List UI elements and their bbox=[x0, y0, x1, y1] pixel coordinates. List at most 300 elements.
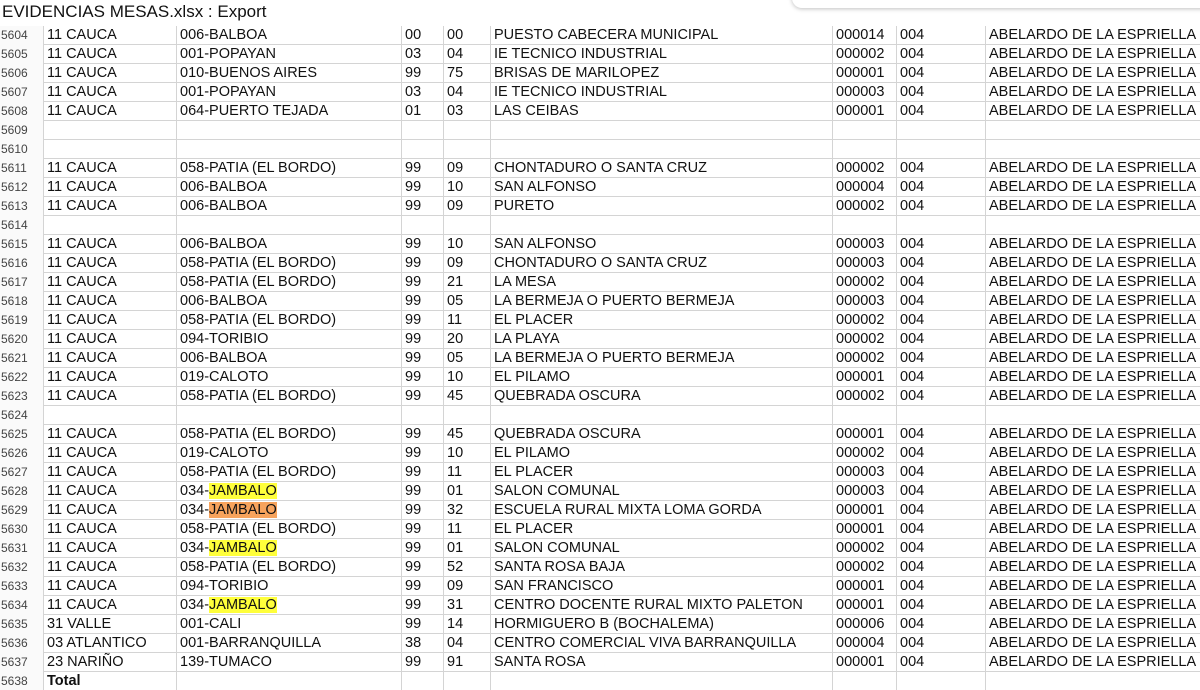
polling-place-cell[interactable]: LA PLAYA bbox=[490, 330, 832, 349]
puesto-cell[interactable]: 45 bbox=[443, 387, 490, 406]
code-cell[interactable]: 004 bbox=[896, 83, 985, 102]
dept-cell[interactable]: 11 CAUCA bbox=[43, 330, 176, 349]
municipality-cell[interactable] bbox=[176, 520, 401, 539]
polling-place-cell[interactable]: PURETO bbox=[490, 197, 832, 216]
polling-place-cell[interactable] bbox=[490, 672, 832, 690]
zone-cell[interactable]: 99 bbox=[401, 330, 443, 349]
dept-cell[interactable]: 11 CAUCA bbox=[43, 368, 176, 387]
municipality-cell[interactable] bbox=[176, 501, 401, 520]
puesto-cell[interactable]: 09 bbox=[443, 197, 490, 216]
row-number[interactable]: 5635 bbox=[0, 615, 43, 634]
candidate-cell[interactable]: ABELARDO DE LA ESPRIELLA bbox=[985, 501, 1200, 520]
dept-cell[interactable]: 11 CAUCA bbox=[43, 273, 176, 292]
municipality-cell[interactable] bbox=[176, 83, 401, 102]
candidate-cell[interactable]: ABELARDO DE LA ESPRIELLA bbox=[985, 634, 1200, 653]
dept-cell[interactable]: 11 CAUCA bbox=[43, 349, 176, 368]
puesto-cell[interactable]: 10 bbox=[443, 178, 490, 197]
zone-cell[interactable]: 99 bbox=[401, 273, 443, 292]
table-row[interactable] bbox=[0, 558, 1200, 577]
candidate-cell[interactable]: ABELARDO DE LA ESPRIELLA bbox=[985, 463, 1200, 482]
table-row[interactable] bbox=[0, 672, 1200, 690]
candidate-cell[interactable]: ABELARDO DE LA ESPRIELLA bbox=[985, 235, 1200, 254]
code-cell[interactable] bbox=[896, 672, 985, 690]
candidate-cell[interactable]: ABELARDO DE LA ESPRIELLA bbox=[985, 273, 1200, 292]
polling-place-cell[interactable]: IE TECNICO INDUSTRIAL bbox=[490, 45, 832, 64]
mesa-cell[interactable]: 000003 bbox=[832, 235, 896, 254]
municipality-cell[interactable] bbox=[176, 653, 401, 672]
row-number[interactable]: 5604 bbox=[0, 26, 43, 45]
polling-place-cell[interactable]: CENTRO DOCENTE RURAL MIXTO PALETON bbox=[490, 596, 832, 615]
candidate-cell[interactable]: ABELARDO DE LA ESPRIELLA bbox=[985, 102, 1200, 121]
dept-cell[interactable]: Total bbox=[43, 672, 176, 690]
table-row[interactable] bbox=[0, 235, 1200, 254]
code-cell[interactable]: 004 bbox=[896, 577, 985, 596]
code-cell[interactable]: 004 bbox=[896, 292, 985, 311]
municipality-cell[interactable] bbox=[176, 140, 401, 159]
row-number[interactable]: 5617 bbox=[0, 273, 43, 292]
mesa-cell[interactable]: 000001 bbox=[832, 64, 896, 83]
mesa-cell[interactable]: 000002 bbox=[832, 349, 896, 368]
row-number[interactable]: 5628 bbox=[0, 482, 43, 501]
row-number[interactable]: 5608 bbox=[0, 102, 43, 121]
zone-cell[interactable]: 99 bbox=[401, 311, 443, 330]
dept-cell[interactable]: 11 CAUCA bbox=[43, 83, 176, 102]
row-number[interactable]: 5607 bbox=[0, 83, 43, 102]
row-number[interactable]: 5634 bbox=[0, 596, 43, 615]
candidate-cell[interactable] bbox=[985, 406, 1200, 425]
dept-cell[interactable]: 11 CAUCA bbox=[43, 45, 176, 64]
table-row[interactable] bbox=[0, 539, 1200, 558]
zone-cell[interactable] bbox=[401, 672, 443, 690]
row-number[interactable]: 5613 bbox=[0, 197, 43, 216]
polling-place-cell[interactable] bbox=[490, 406, 832, 425]
zone-cell[interactable]: 99 bbox=[401, 444, 443, 463]
table-row[interactable] bbox=[0, 140, 1200, 159]
candidate-cell[interactable]: ABELARDO DE LA ESPRIELLA bbox=[985, 197, 1200, 216]
zone-cell[interactable]: 03 bbox=[401, 83, 443, 102]
row-number[interactable]: 5616 bbox=[0, 254, 43, 273]
mesa-cell[interactable]: 000002 bbox=[832, 197, 896, 216]
code-cell[interactable]: 004 bbox=[896, 178, 985, 197]
mesa-cell[interactable] bbox=[832, 140, 896, 159]
code-cell[interactable]: 004 bbox=[896, 501, 985, 520]
code-cell[interactable]: 004 bbox=[896, 558, 985, 577]
row-number[interactable]: 5621 bbox=[0, 349, 43, 368]
puesto-cell[interactable]: 10 bbox=[443, 235, 490, 254]
dept-cell[interactable] bbox=[43, 216, 176, 235]
candidate-cell[interactable]: ABELARDO DE LA ESPRIELLA bbox=[985, 45, 1200, 64]
mesa-cell[interactable]: 000001 bbox=[832, 653, 896, 672]
table-row[interactable] bbox=[0, 292, 1200, 311]
table-row[interactable] bbox=[0, 197, 1200, 216]
polling-place-cell[interactable]: IE TECNICO INDUSTRIAL bbox=[490, 83, 832, 102]
polling-place-cell[interactable]: SAN FRANCISCO bbox=[490, 577, 832, 596]
polling-place-cell[interactable]: QUEBRADA OSCURA bbox=[490, 387, 832, 406]
row-number[interactable]: 5623 bbox=[0, 387, 43, 406]
candidate-cell[interactable]: ABELARDO DE LA ESPRIELLA bbox=[985, 349, 1200, 368]
row-number[interactable]: 5619 bbox=[0, 311, 43, 330]
table-row[interactable] bbox=[0, 26, 1200, 45]
code-cell[interactable]: 004 bbox=[896, 159, 985, 178]
polling-place-cell[interactable]: CENTRO COMERCIAL VIVA BARRANQUILLA bbox=[490, 634, 832, 653]
polling-place-cell[interactable]: BRISAS DE MARILOPEZ bbox=[490, 64, 832, 83]
row-number[interactable]: 5618 bbox=[0, 292, 43, 311]
municipality-cell[interactable] bbox=[176, 330, 401, 349]
candidate-cell[interactable]: ABELARDO DE LA ESPRIELLA bbox=[985, 558, 1200, 577]
puesto-cell[interactable]: 31 bbox=[443, 596, 490, 615]
candidate-cell[interactable]: ABELARDO DE LA ESPRIELLA bbox=[985, 577, 1200, 596]
zone-cell[interactable]: 99 bbox=[401, 368, 443, 387]
row-number[interactable]: 5633 bbox=[0, 577, 43, 596]
code-cell[interactable]: 004 bbox=[896, 482, 985, 501]
table-row[interactable] bbox=[0, 159, 1200, 178]
puesto-cell[interactable]: 11 bbox=[443, 520, 490, 539]
polling-place-cell[interactable]: SALON COMUNAL bbox=[490, 539, 832, 558]
puesto-cell[interactable]: 09 bbox=[443, 159, 490, 178]
puesto-cell[interactable]: 04 bbox=[443, 634, 490, 653]
polling-place-cell[interactable]: SAN ALFONSO bbox=[490, 235, 832, 254]
puesto-cell[interactable] bbox=[443, 216, 490, 235]
zone-cell[interactable]: 99 bbox=[401, 387, 443, 406]
polling-place-cell[interactable]: CHONTADURO O SANTA CRUZ bbox=[490, 159, 832, 178]
code-cell[interactable]: 004 bbox=[896, 102, 985, 121]
candidate-cell[interactable]: ABELARDO DE LA ESPRIELLA bbox=[985, 615, 1200, 634]
puesto-cell[interactable]: 21 bbox=[443, 273, 490, 292]
zone-cell[interactable]: 99 bbox=[401, 558, 443, 577]
polling-place-cell[interactable] bbox=[490, 140, 832, 159]
puesto-cell[interactable]: 04 bbox=[443, 83, 490, 102]
mesa-cell[interactable]: 000002 bbox=[832, 159, 896, 178]
row-number[interactable]: 5632 bbox=[0, 558, 43, 577]
puesto-cell[interactable]: 03 bbox=[443, 102, 490, 121]
code-cell[interactable]: 004 bbox=[896, 197, 985, 216]
mesa-cell[interactable]: 000002 bbox=[832, 444, 896, 463]
code-cell[interactable]: 004 bbox=[896, 45, 985, 64]
mesa-cell[interactable]: 000003 bbox=[832, 482, 896, 501]
candidate-cell[interactable]: ABELARDO DE LA ESPRIELLA bbox=[985, 330, 1200, 349]
candidate-cell[interactable] bbox=[985, 672, 1200, 690]
mesa-cell[interactable]: 000001 bbox=[832, 520, 896, 539]
polling-place-cell[interactable]: PUESTO CABECERA MUNICIPAL bbox=[490, 26, 832, 45]
zone-cell[interactable]: 99 bbox=[401, 64, 443, 83]
table-row[interactable] bbox=[0, 273, 1200, 292]
candidate-cell[interactable]: ABELARDO DE LA ESPRIELLA bbox=[985, 387, 1200, 406]
municipality-cell[interactable] bbox=[176, 121, 401, 140]
table-row[interactable] bbox=[0, 501, 1200, 520]
row-number[interactable]: 5606 bbox=[0, 64, 43, 83]
code-cell[interactable]: 004 bbox=[896, 387, 985, 406]
dept-cell[interactable]: 03 ATLANTICO bbox=[43, 634, 176, 653]
mesa-cell[interactable] bbox=[832, 216, 896, 235]
table-row[interactable] bbox=[0, 577, 1200, 596]
mesa-cell[interactable]: 000002 bbox=[832, 45, 896, 64]
mesa-cell[interactable]: 000002 bbox=[832, 330, 896, 349]
puesto-cell[interactable]: 14 bbox=[443, 615, 490, 634]
code-cell[interactable]: 004 bbox=[896, 653, 985, 672]
zone-cell[interactable]: 99 bbox=[401, 463, 443, 482]
polling-place-cell[interactable]: LA MESA bbox=[490, 273, 832, 292]
table-row[interactable] bbox=[0, 254, 1200, 273]
dept-cell[interactable]: 11 CAUCA bbox=[43, 520, 176, 539]
municipality-cell[interactable] bbox=[176, 406, 401, 425]
candidate-cell[interactable]: ABELARDO DE LA ESPRIELLA bbox=[985, 292, 1200, 311]
municipality-cell[interactable] bbox=[176, 596, 401, 615]
polling-place-cell[interactable]: SALON COMUNAL bbox=[490, 482, 832, 501]
dept-cell[interactable]: 11 CAUCA bbox=[43, 596, 176, 615]
municipality-cell[interactable] bbox=[176, 672, 401, 690]
mesa-cell[interactable]: 000003 bbox=[832, 254, 896, 273]
table-row[interactable] bbox=[0, 216, 1200, 235]
puesto-cell[interactable] bbox=[443, 140, 490, 159]
row-number[interactable]: 5609 bbox=[0, 121, 43, 140]
candidate-cell[interactable]: ABELARDO DE LA ESPRIELLA bbox=[985, 653, 1200, 672]
mesa-cell[interactable]: 000001 bbox=[832, 501, 896, 520]
municipality-cell[interactable] bbox=[176, 349, 401, 368]
zone-cell[interactable]: 01 bbox=[401, 102, 443, 121]
polling-place-cell[interactable]: EL PILAMO bbox=[490, 444, 832, 463]
table-row[interactable] bbox=[0, 45, 1200, 64]
mesa-cell[interactable] bbox=[832, 121, 896, 140]
code-cell[interactable]: 004 bbox=[896, 425, 985, 444]
mesa-cell[interactable] bbox=[832, 672, 896, 690]
puesto-cell[interactable]: 11 bbox=[443, 311, 490, 330]
zone-cell[interactable] bbox=[401, 406, 443, 425]
mesa-cell[interactable]: 000003 bbox=[832, 463, 896, 482]
table-row[interactable] bbox=[0, 615, 1200, 634]
puesto-cell[interactable]: 45 bbox=[443, 425, 490, 444]
table-row[interactable] bbox=[0, 83, 1200, 102]
municipality-cell[interactable] bbox=[176, 64, 401, 83]
code-cell[interactable]: 004 bbox=[896, 235, 985, 254]
row-number[interactable]: 5631 bbox=[0, 539, 43, 558]
municipality-cell[interactable] bbox=[176, 463, 401, 482]
municipality-cell[interactable] bbox=[176, 577, 401, 596]
table-row[interactable] bbox=[0, 634, 1200, 653]
code-cell[interactable]: 004 bbox=[896, 311, 985, 330]
zone-cell[interactable]: 99 bbox=[401, 482, 443, 501]
code-cell[interactable]: 004 bbox=[896, 349, 985, 368]
table-row[interactable] bbox=[0, 311, 1200, 330]
zone-cell[interactable]: 99 bbox=[401, 235, 443, 254]
dept-cell[interactable]: 11 CAUCA bbox=[43, 501, 176, 520]
municipality-cell[interactable] bbox=[176, 425, 401, 444]
candidate-cell[interactable] bbox=[985, 216, 1200, 235]
table-row[interactable] bbox=[0, 406, 1200, 425]
dept-cell[interactable]: 11 CAUCA bbox=[43, 311, 176, 330]
zone-cell[interactable] bbox=[401, 121, 443, 140]
table-row[interactable] bbox=[0, 102, 1200, 121]
code-cell[interactable]: 004 bbox=[896, 273, 985, 292]
candidate-cell[interactable]: ABELARDO DE LA ESPRIELLA bbox=[985, 83, 1200, 102]
dept-cell[interactable]: 31 VALLE bbox=[43, 615, 176, 634]
row-number[interactable]: 5626 bbox=[0, 444, 43, 463]
table-row[interactable] bbox=[0, 387, 1200, 406]
code-cell[interactable]: 004 bbox=[896, 596, 985, 615]
municipality-cell[interactable] bbox=[176, 368, 401, 387]
mesa-cell[interactable]: 000006 bbox=[832, 615, 896, 634]
table-row[interactable] bbox=[0, 121, 1200, 140]
mesa-cell[interactable]: 000014 bbox=[832, 26, 896, 45]
code-cell[interactable] bbox=[896, 406, 985, 425]
table-row[interactable] bbox=[0, 330, 1200, 349]
dept-cell[interactable] bbox=[43, 406, 176, 425]
municipality-cell[interactable] bbox=[176, 539, 401, 558]
dept-cell[interactable]: 11 CAUCA bbox=[43, 425, 176, 444]
code-cell[interactable] bbox=[896, 121, 985, 140]
dept-cell[interactable]: 11 CAUCA bbox=[43, 26, 176, 45]
dept-cell[interactable]: 11 CAUCA bbox=[43, 159, 176, 178]
table-row[interactable] bbox=[0, 482, 1200, 501]
row-number[interactable]: 5629 bbox=[0, 501, 43, 520]
municipality-cell[interactable] bbox=[176, 235, 401, 254]
zone-cell[interactable]: 99 bbox=[401, 520, 443, 539]
polling-place-cell[interactable]: LA BERMEJA O PUERTO BERMEJA bbox=[490, 349, 832, 368]
code-cell[interactable]: 004 bbox=[896, 254, 985, 273]
code-cell[interactable]: 004 bbox=[896, 520, 985, 539]
dept-cell[interactable]: 11 CAUCA bbox=[43, 254, 176, 273]
zone-cell[interactable]: 99 bbox=[401, 159, 443, 178]
polling-place-cell[interactable]: EL PLACER bbox=[490, 463, 832, 482]
puesto-cell[interactable]: 32 bbox=[443, 501, 490, 520]
mesa-cell[interactable]: 000001 bbox=[832, 102, 896, 121]
row-number[interactable]: 5624 bbox=[0, 406, 43, 425]
puesto-cell[interactable]: 52 bbox=[443, 558, 490, 577]
candidate-cell[interactable] bbox=[985, 121, 1200, 140]
row-number[interactable]: 5611 bbox=[0, 159, 43, 178]
table-row[interactable] bbox=[0, 425, 1200, 444]
zone-cell[interactable]: 99 bbox=[401, 539, 443, 558]
candidate-cell[interactable]: ABELARDO DE LA ESPRIELLA bbox=[985, 26, 1200, 45]
municipality-cell[interactable] bbox=[176, 558, 401, 577]
municipality-cell[interactable] bbox=[176, 254, 401, 273]
code-cell[interactable] bbox=[896, 140, 985, 159]
dept-cell[interactable]: 11 CAUCA bbox=[43, 197, 176, 216]
polling-place-cell[interactable] bbox=[490, 121, 832, 140]
candidate-cell[interactable]: ABELARDO DE LA ESPRIELLA bbox=[985, 482, 1200, 501]
code-cell[interactable]: 004 bbox=[896, 463, 985, 482]
polling-place-cell[interactable]: SANTA ROSA bbox=[490, 653, 832, 672]
puesto-cell[interactable]: 10 bbox=[443, 444, 490, 463]
row-number[interactable]: 5637 bbox=[0, 653, 43, 672]
row-number[interactable]: 5625 bbox=[0, 425, 43, 444]
dept-cell[interactable]: 11 CAUCA bbox=[43, 539, 176, 558]
polling-place-cell[interactable]: SANTA ROSA BAJA bbox=[490, 558, 832, 577]
candidate-cell[interactable]: ABELARDO DE LA ESPRIELLA bbox=[985, 425, 1200, 444]
row-number[interactable]: 5630 bbox=[0, 520, 43, 539]
puesto-cell[interactable] bbox=[443, 406, 490, 425]
code-cell[interactable]: 004 bbox=[896, 444, 985, 463]
row-number[interactable]: 5638 bbox=[0, 672, 43, 690]
mesa-cell[interactable]: 000004 bbox=[832, 178, 896, 197]
candidate-cell[interactable]: ABELARDO DE LA ESPRIELLA bbox=[985, 64, 1200, 83]
polling-place-cell[interactable]: EL PILAMO bbox=[490, 368, 832, 387]
row-number[interactable]: 5620 bbox=[0, 330, 43, 349]
code-cell[interactable]: 004 bbox=[896, 615, 985, 634]
municipality-cell[interactable] bbox=[176, 216, 401, 235]
zone-cell[interactable] bbox=[401, 140, 443, 159]
dept-cell[interactable] bbox=[43, 121, 176, 140]
mesa-cell[interactable]: 000002 bbox=[832, 387, 896, 406]
dept-cell[interactable]: 11 CAUCA bbox=[43, 463, 176, 482]
polling-place-cell[interactable]: LAS CEIBAS bbox=[490, 102, 832, 121]
code-cell[interactable]: 004 bbox=[896, 26, 985, 45]
row-number[interactable]: 5636 bbox=[0, 634, 43, 653]
polling-place-cell[interactable]: SAN ALFONSO bbox=[490, 178, 832, 197]
dept-cell[interactable]: 11 CAUCA bbox=[43, 102, 176, 121]
candidate-cell[interactable]: ABELARDO DE LA ESPRIELLA bbox=[985, 311, 1200, 330]
candidate-cell[interactable]: ABELARDO DE LA ESPRIELLA bbox=[985, 520, 1200, 539]
mesa-cell[interactable]: 000002 bbox=[832, 311, 896, 330]
municipality-cell[interactable] bbox=[176, 387, 401, 406]
municipality-cell[interactable] bbox=[176, 197, 401, 216]
mesa-cell[interactable]: 000001 bbox=[832, 596, 896, 615]
row-number[interactable]: 5615 bbox=[0, 235, 43, 254]
puesto-cell[interactable] bbox=[443, 672, 490, 690]
dept-cell[interactable]: 11 CAUCA bbox=[43, 482, 176, 501]
dept-cell[interactable] bbox=[43, 140, 176, 159]
zone-cell[interactable]: 99 bbox=[401, 292, 443, 311]
zone-cell[interactable]: 99 bbox=[401, 596, 443, 615]
mesa-cell[interactable]: 000004 bbox=[832, 634, 896, 653]
code-cell[interactable]: 004 bbox=[896, 539, 985, 558]
municipality-cell[interactable] bbox=[176, 45, 401, 64]
code-cell[interactable]: 004 bbox=[896, 64, 985, 83]
municipality-cell[interactable] bbox=[176, 26, 401, 45]
dept-cell[interactable]: 11 CAUCA bbox=[43, 64, 176, 83]
zone-cell[interactable]: 99 bbox=[401, 501, 443, 520]
puesto-cell[interactable]: 10 bbox=[443, 368, 490, 387]
zone-cell[interactable]: 99 bbox=[401, 349, 443, 368]
zone-cell[interactable]: 99 bbox=[401, 178, 443, 197]
table-row[interactable] bbox=[0, 520, 1200, 539]
row-number[interactable]: 5610 bbox=[0, 140, 43, 159]
code-cell[interactable]: 004 bbox=[896, 368, 985, 387]
municipality-cell[interactable] bbox=[176, 178, 401, 197]
mesa-cell[interactable]: 000002 bbox=[832, 558, 896, 577]
candidate-cell[interactable]: ABELARDO DE LA ESPRIELLA bbox=[985, 254, 1200, 273]
table-row[interactable] bbox=[0, 349, 1200, 368]
municipality-cell[interactable] bbox=[176, 159, 401, 178]
puesto-cell[interactable] bbox=[443, 121, 490, 140]
table-row[interactable] bbox=[0, 653, 1200, 672]
dept-cell[interactable]: 23 NARIÑO bbox=[43, 653, 176, 672]
mesa-cell[interactable]: 000003 bbox=[832, 292, 896, 311]
puesto-cell[interactable]: 01 bbox=[443, 539, 490, 558]
dept-cell[interactable]: 11 CAUCA bbox=[43, 444, 176, 463]
puesto-cell[interactable]: 20 bbox=[443, 330, 490, 349]
dept-cell[interactable]: 11 CAUCA bbox=[43, 558, 176, 577]
mesa-cell[interactable]: 000003 bbox=[832, 83, 896, 102]
puesto-cell[interactable]: 91 bbox=[443, 653, 490, 672]
polling-place-cell[interactable]: ESCUELA RURAL MIXTA LOMA GORDA bbox=[490, 501, 832, 520]
code-cell[interactable]: 004 bbox=[896, 330, 985, 349]
municipality-cell[interactable] bbox=[176, 482, 401, 501]
candidate-cell[interactable]: ABELARDO DE LA ESPRIELLA bbox=[985, 444, 1200, 463]
code-cell[interactable]: 004 bbox=[896, 634, 985, 653]
table-row[interactable] bbox=[0, 368, 1200, 387]
puesto-cell[interactable]: 75 bbox=[443, 64, 490, 83]
mesa-cell[interactable] bbox=[832, 406, 896, 425]
municipality-cell[interactable] bbox=[176, 292, 401, 311]
candidate-cell[interactable]: ABELARDO DE LA ESPRIELLA bbox=[985, 368, 1200, 387]
zone-cell[interactable]: 03 bbox=[401, 45, 443, 64]
row-number[interactable]: 5612 bbox=[0, 178, 43, 197]
row-number[interactable]: 5627 bbox=[0, 463, 43, 482]
row-number[interactable]: 5622 bbox=[0, 368, 43, 387]
zone-cell[interactable]: 99 bbox=[401, 577, 443, 596]
mesa-cell[interactable]: 000002 bbox=[832, 273, 896, 292]
puesto-cell[interactable]: 05 bbox=[443, 292, 490, 311]
